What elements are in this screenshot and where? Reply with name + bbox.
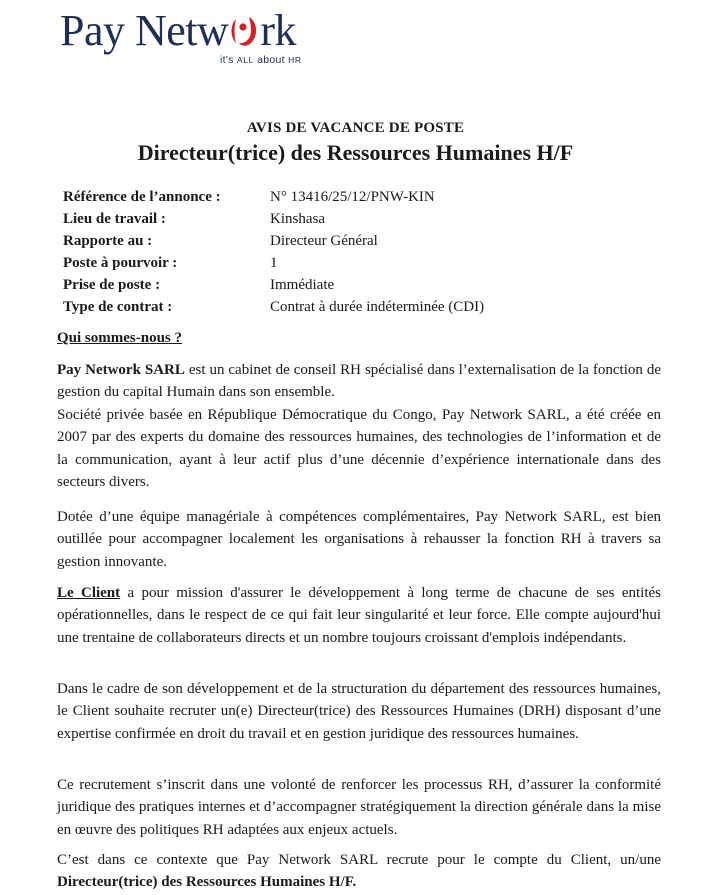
info-value: Immédiate (270, 277, 335, 293)
info-value: N° 13416/25/12/PNW-KIN (270, 189, 435, 205)
job-info-table (63, 186, 663, 318)
info-label: Prise de poste : (63, 277, 161, 293)
info-label: Poste à pourvoir : (63, 255, 178, 271)
section-title-who-we-are: Qui sommes-nous ? (57, 330, 183, 346)
info-row-location (63, 208, 663, 230)
logo-text-start: Pay Netw (60, 6, 229, 55)
info-row-start (63, 274, 663, 296)
info-value: Directeur Général (270, 233, 378, 249)
job-title-heading: Directeur(trice) des Ressources Humaines H/F (137, 140, 574, 165)
pay-network-logo (60, 6, 340, 68)
paragraph-company-team: Dotée d’une équipe managériale à compétences complémentaires, Pay Network SARL, est bien outillée pour accompagner localement les organisations à rehausser la fonction RH à travers sa gestion innovante. (57, 509, 661, 570)
paragraph-client-mission: Le Client a pour mission d'assurer le développement à long terme de chacune de ses entités opérationnelles, dans le respect de ce qui fait leur singularité et leur force. Elle compte aujourd'hui une trentaine de collaborateurs directs et un nombre toujours croissant d'emplois indépendants. (57, 585, 661, 646)
info-value: Contrat à durée indéterminée (CDI) (270, 299, 485, 315)
info-row-reference (63, 186, 663, 208)
info-row-positions (63, 252, 663, 274)
paragraph-company-history: Société privée basée en République Démocratique du Congo, Pay Network SARL, a été créée en 2007 par des experts du domaine des ressources humaines, des technologies de l’information et de la communication, ayant à leur actif plus d’une décennie d’expérience internationale dans des secteurs divers. (57, 407, 661, 490)
info-row-reports-to (63, 230, 663, 252)
info-label: Référence de l’annonce : (63, 189, 221, 205)
paragraph-recruitment-context: Dans le cadre de son développement et de la structuration du département des ressources humaines, le Client souhaite recruter un(e) Directeur(trice) des Ressources Humaines (DRH) disposant d’une expertise confirmée en droit du travail et en gestion juridique des ressources humaines. (57, 681, 661, 742)
info-value: Kinshasa (270, 211, 325, 227)
info-label: Type de contrat : (63, 299, 173, 315)
paragraph-recruitment-goals: Ce recrutement s’inscrit dans une volonté de renforcer les processus RH, d’assurer la conformité juridique des pratiques internes et d’accompagner stratégiquement la direction générale dans la mise en œuvre des politiques RH adaptées aux enjeux actuels. (57, 777, 661, 838)
logo-text-end: rk (260, 6, 296, 55)
info-label: Rapporte au : (63, 233, 153, 249)
logo-wordmark (60, 6, 296, 56)
info-value: 1 (270, 255, 278, 271)
info-row-contract-type (63, 296, 663, 318)
red-figure-o-icon (229, 8, 259, 42)
info-label: Lieu de travail : (63, 211, 166, 227)
paragraph-company-intro: Pay Network SARL est un cabinet de conseil RH spécialisé dans l’externalisation de la fonction de gestion du capital Humain dans son ensemble. (57, 362, 661, 401)
paragraph-recruitment-statement: C’est dans ce contexte que Pay Network SARL recrute pour le compte du Client, un/une Directeur(trice) des Ressources Humaines H/F. (57, 852, 661, 891)
logo-tagline: it's ALL about HR (220, 54, 302, 66)
notice-type-heading: AVIS DE VACANCE DE POSTE (246, 120, 465, 136)
